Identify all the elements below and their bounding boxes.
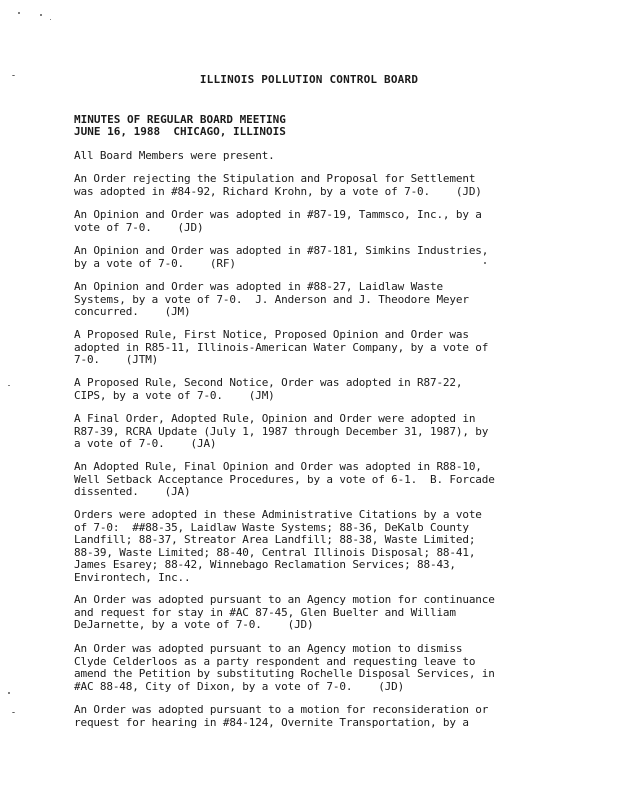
scan-speck: [12, 712, 15, 713]
scan-speck: [484, 262, 486, 264]
scan-speck: [50, 19, 51, 20]
paragraph-item-11: An Order was adopted pursuant to an Agency motion to dismiss Clyde Celderloos as a party respondent and requesting leave to amend the Petition by substituting Rochelle Disposal Services, in #AC 88-48, City of Dixon, by a vote of 7-0. (JD): [74, 642, 495, 693]
paragraph-item-3: An Opinion and Order was adopted in #87-181, Simkins Industries, by a vote of 7-0. (RF): [74, 244, 489, 270]
paragraph-item-4: An Opinion and Order was adopted in #88-27, Laidlaw Waste Systems, by a vote of 7-0. J. Anderson and J. Theodore Meyer concurred. (JM): [74, 280, 469, 319]
scan-speck: [8, 692, 10, 694]
document-title: ILLINOIS POLLUTION CONTROL BOARD: [199, 73, 419, 86]
paragraph-item-1: An Order rejecting the Stipulation and Proposal for Settlement was adopted in #84-92, Richard Krohn, by a vote of 7-0. (JD): [74, 172, 482, 198]
scan-speck: [18, 12, 20, 14]
scan-speck: [8, 385, 10, 386]
paragraph-item-6: A Proposed Rule, Second Notice, Order was adopted in R87-22, CIPS, by a vote of 7-0. (JM): [74, 376, 463, 402]
paragraph-item-2: An Opinion and Order was adopted in #87-19, Tammsco, Inc., by a vote of 7-0. (JD): [74, 208, 482, 234]
scan-speck: [12, 75, 15, 76]
paragraph-item-7: A Final Order, Adopted Rule, Opinion and Order were adopted in R87-39, RCRA Update (July 1, 1987 through December 31, 1987), by a vote of 7-0. (JA): [74, 412, 489, 451]
paragraph-item-10: An Order was adopted pursuant to an Agency motion for continuance and request for stay in #AC 87-45, Glen Buelter and William DeJarnette, by a vote of 7-0. (JD): [74, 593, 495, 632]
paragraph-attendance: All Board Members were present.: [74, 149, 275, 162]
scan-speck: [40, 14, 42, 16]
minutes-heading-line1: MINUTES OF REGULAR BOARD MEETING: [74, 113, 286, 126]
minutes-heading-line2: JUNE 16, 1988 CHICAGO, ILLINOIS: [74, 125, 286, 138]
paragraph-item-8: An Adopted Rule, Final Opinion and Order was adopted in R88-10, Well Setback Acceptance Procedures, by a vote of 6-1. B. Forcade dissented. (JA): [74, 460, 495, 499]
paragraph-item-9: Orders were adopted in these Administrative Citations by a vote of 7-0: ##88-35, Laidlaw Waste Systems; 88-36, DeKalb County Landfill; 88-37, Streator Area Landfill; 88-38, Waste Limited; 88-39, Waste Limited; 88-40, Central Illinois Disposal; 88-41, James Esarey; 88-42, Winnebago Reclamation Services; 88-43, Environtech, Inc..: [74, 508, 482, 584]
paragraph-item-5: A Proposed Rule, First Notice, Proposed Opinion and Order was adopted in R85-11, Illinois-American Water Company, by a vote of 7-0. (JTM): [74, 328, 489, 367]
paragraph-item-12: An Order was adopted pursuant to a motion for reconsideration or request for hearing in #84-124, Overnite Transportation, by a: [74, 703, 489, 729]
